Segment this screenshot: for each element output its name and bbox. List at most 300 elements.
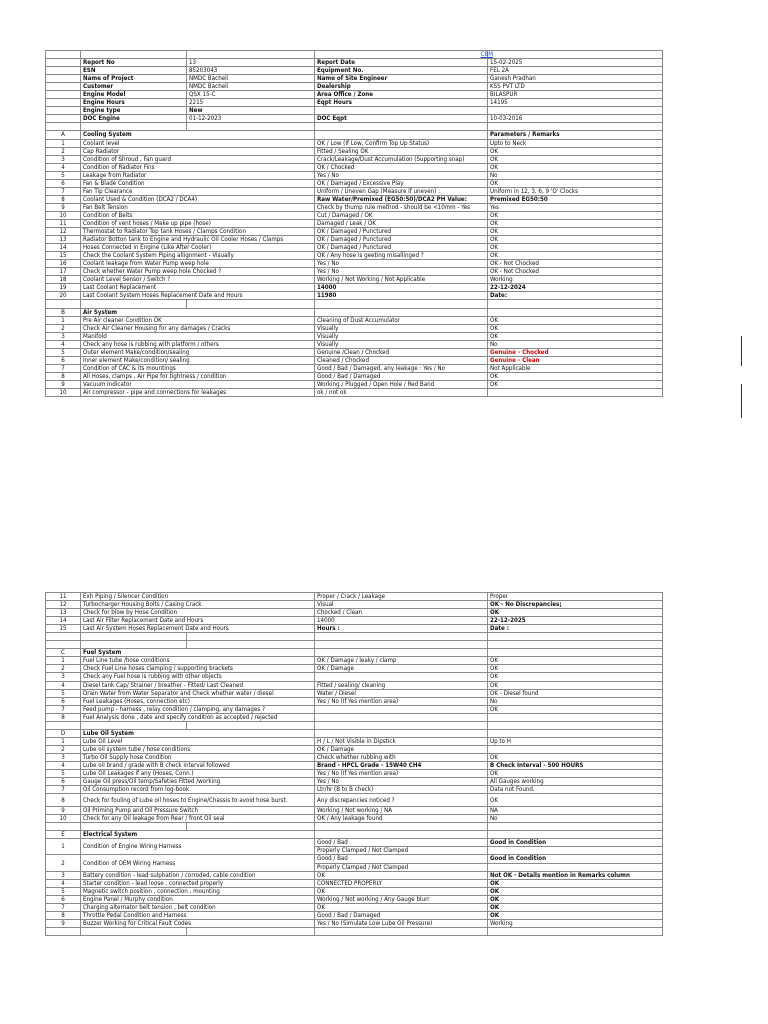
check-item: Last Air Filter Replacement Date and Hours — [81, 617, 315, 625]
cell — [81, 823, 187, 831]
header-label: Area Office / Zone — [315, 91, 488, 99]
row-number: 7 — [46, 187, 81, 195]
check-item: Check for fouling of Lube oil hoses to Engine/Chassis to avoid hose burst. — [81, 794, 315, 807]
criteria: Genuine /Clean / Chocked — [315, 348, 488, 356]
row-number: 6 — [46, 356, 81, 364]
check-item: Charging alternator belt tension , belt condition — [81, 903, 315, 911]
check-item: Oil Priming Pump and Oil Pressure Switch — [81, 807, 315, 815]
row-number: 5 — [46, 689, 81, 697]
remark: OK — [488, 380, 663, 388]
header-row — [46, 67, 663, 75]
remark: 22-12-2025 — [488, 617, 663, 625]
criteria: Good / Bad / Damaged — [315, 911, 488, 919]
remarks-header — [488, 308, 663, 316]
row-number: 9 — [46, 919, 81, 927]
remark: OK — [488, 219, 663, 227]
criteria: Working / Not working / NA — [315, 807, 488, 815]
scroll-marker-1 — [741, 336, 742, 366]
check-item: Turbocharger Housing Bolts / Casing Crack — [81, 601, 315, 609]
remarks-header — [488, 729, 663, 737]
table-row — [46, 753, 663, 761]
check-item: Check Air Cleaner Housing for any damages / Cracks — [81, 324, 315, 332]
criteria: Chocked / Clean — [315, 609, 488, 617]
cell — [315, 633, 488, 641]
remark: OK — [488, 372, 663, 380]
table-row — [46, 356, 663, 364]
cell — [488, 51, 663, 59]
row-number: 4 — [46, 761, 81, 769]
remark: B Check Interval - 500 HOURS — [488, 761, 663, 769]
header-value: 14195 — [488, 99, 663, 107]
cell — [46, 823, 81, 831]
check-item: Lube oil brand / grade with B check interval followed — [81, 761, 315, 769]
cell — [315, 649, 488, 657]
criteria: Good / Bad — [315, 855, 488, 863]
check-item: Cap Radiator — [81, 147, 315, 155]
criteria: Good / Bad / Damaged — [315, 372, 488, 380]
table-row — [46, 786, 663, 794]
table-row — [46, 380, 663, 388]
remark: Proper — [488, 593, 663, 601]
criteria: Hours : — [315, 625, 488, 633]
remark: OK — [488, 903, 663, 911]
table-row — [46, 919, 663, 927]
row-number: 18 — [46, 276, 81, 284]
table-row — [46, 761, 663, 769]
header-label: Equipment No. — [315, 67, 488, 75]
scroll-marker-2 — [741, 384, 742, 418]
row-number: 8 — [46, 372, 81, 380]
header-label: Engine Hours — [81, 99, 187, 107]
cell — [187, 641, 315, 649]
criteria: Check by thump rule method - should be <10mm - Yes — [315, 203, 488, 211]
table-row — [46, 911, 663, 919]
criteria: Damaged / Leak / OK — [315, 219, 488, 227]
cell — [488, 847, 663, 855]
criteria: Visually — [315, 324, 488, 332]
remark: OK - Diesel found — [488, 689, 663, 697]
check-item: Throttle Pedal Condition and Harness — [81, 911, 315, 919]
check-item: Buzzer Working for Critical Fault Codes — [81, 919, 315, 927]
criteria: Yes / No — [315, 171, 488, 179]
header-row — [46, 115, 663, 123]
row-number: 15 — [46, 252, 81, 260]
check-item: Check Fuel Line hoses clamping / supporting brackets — [81, 665, 315, 673]
row-number: 1 — [46, 139, 81, 147]
row-number: 11 — [46, 219, 81, 227]
row-number: 20 — [46, 292, 81, 300]
table-row — [46, 745, 663, 753]
criteria: Visual — [315, 601, 488, 609]
remark: Good in Condition — [488, 855, 663, 863]
cell — [488, 633, 663, 641]
blank-row — [46, 641, 663, 649]
remarks-header — [488, 649, 663, 657]
row-number: 13 — [46, 236, 81, 244]
header-label: Eqpt Hours — [315, 99, 488, 107]
remark: OK — [488, 770, 663, 778]
remark: OK — [488, 163, 663, 171]
row-number: 9 — [46, 380, 81, 388]
check-item: Fuel Leakages (Hoses, connection etc) — [81, 697, 315, 705]
table-row — [46, 252, 663, 260]
cell — [187, 721, 315, 729]
cell — [81, 123, 187, 131]
criteria: Yes / No (If Yes mention area) — [315, 697, 488, 705]
header-label: DOC Engine — [81, 115, 187, 123]
header-value: KSS PVT LTD — [488, 83, 663, 91]
header-row — [46, 99, 663, 107]
remark: OK — [488, 681, 663, 689]
row-number: 13 — [46, 609, 81, 617]
criteria: Cleaning of Dust Accumulator — [315, 316, 488, 324]
cell — [315, 300, 488, 308]
row-number: 10 — [46, 815, 81, 823]
table-row — [46, 332, 663, 340]
check-item: Check any hose is rubbing with platform / others — [81, 340, 315, 348]
check-item: Turbo Oil Supply hose Condition — [81, 753, 315, 761]
cell — [187, 300, 315, 308]
remark: Not OK - Details mention in Remarks column — [488, 871, 663, 879]
criteria: ok / not ok — [315, 388, 488, 396]
remark: Upto to Neck — [488, 139, 663, 147]
cell — [315, 927, 488, 935]
table-row — [46, 139, 663, 147]
remark: No — [488, 815, 663, 823]
cell — [46, 115, 81, 123]
header-value: 85203043 — [187, 67, 315, 75]
table-row — [46, 179, 663, 187]
criteria: Properly Clamped / Not Clamped — [315, 863, 488, 871]
check-item: Oil Consumption record from log-book — [81, 786, 315, 794]
table-row — [46, 770, 663, 778]
criteria: Working / Not working / Any Gauge blurr — [315, 895, 488, 903]
header-row — [46, 75, 663, 83]
title-row — [46, 51, 663, 59]
cell — [46, 75, 81, 83]
table-row — [46, 705, 663, 713]
remark: OK — [488, 228, 663, 236]
title-cell — [315, 51, 493, 59]
row-number: 2 — [46, 745, 81, 753]
table-row — [46, 689, 663, 697]
table-row — [46, 324, 663, 332]
table-row — [46, 260, 663, 268]
criteria: Yes / No — [315, 268, 488, 276]
row-number: 6 — [46, 697, 81, 705]
section-title: Lube Oil System — [81, 729, 315, 737]
cell — [46, 59, 81, 67]
cell — [81, 300, 187, 308]
cell — [187, 927, 315, 935]
remark: OK - Not Chocked — [488, 260, 663, 268]
header-value: BILASPUR — [488, 91, 663, 99]
table-row — [46, 879, 663, 887]
check-item: Condition of Belts — [81, 211, 315, 219]
criteria: OK — [315, 887, 488, 895]
criteria: OK / Damaged / Punctured — [315, 236, 488, 244]
criteria: Check whether rubbing with — [315, 753, 488, 761]
criteria: Fitted / Sealing OK — [315, 147, 488, 155]
check-item: Last Coolant System Hoses Replacement Date and Hours — [81, 292, 315, 300]
cell — [46, 99, 81, 107]
row-number: 10 — [46, 388, 81, 396]
table-row — [46, 657, 663, 665]
table-row — [46, 855, 663, 863]
criteria: Yes / No — [315, 260, 488, 268]
table-row — [46, 348, 663, 356]
check-item: Coolant level — [81, 139, 315, 147]
table-row — [46, 163, 663, 171]
remark: OK — [488, 316, 663, 324]
remark: OK — [488, 657, 663, 665]
check-item: Vacuum Indicator — [81, 380, 315, 388]
criteria: OK / Damage — [315, 745, 488, 753]
section-header-row — [46, 831, 663, 839]
check-item: Starter condition - lead loose , connected properly — [81, 879, 315, 887]
remark: OK — [488, 895, 663, 903]
criteria: Good / Bad / Damaged, any leakage : Yes / No — [315, 364, 488, 372]
table-row — [46, 340, 663, 348]
criteria: Working / Plugged / Open Hole / Red Band — [315, 380, 488, 388]
section-letter: C — [46, 649, 81, 657]
row-number: 15 — [46, 625, 81, 633]
remark: OK — [488, 665, 663, 673]
check-item: Thermostat to Radiator Top tank Hoses / Clamps Condition — [81, 228, 315, 236]
header-label: ESN — [81, 67, 187, 75]
table-row — [46, 625, 663, 633]
cell — [46, 721, 81, 729]
check-item: Check for blow by Hose Condition — [81, 609, 315, 617]
criteria — [315, 673, 488, 681]
table-row — [46, 673, 663, 681]
blank-row — [46, 300, 663, 308]
report-title-link[interactable]: CBM — [480, 51, 493, 59]
table-row — [46, 617, 663, 625]
table-row — [46, 895, 663, 903]
cell — [187, 123, 315, 131]
criteria: H / L / Not Visible in Dipstick — [315, 737, 488, 745]
check-item: Check any Fuel hose is rubbing with other objects — [81, 673, 315, 681]
table-row — [46, 697, 663, 705]
remark: Not Applicable — [488, 364, 663, 372]
check-item: Hoses Connected in Engine (Like After Cooler) — [81, 244, 315, 252]
criteria: OK / Any leakage found — [315, 815, 488, 823]
table-row — [46, 268, 663, 276]
cell — [46, 927, 81, 935]
row-number: 2 — [46, 324, 81, 332]
remarks-header — [488, 831, 663, 839]
check-item: Lube Oil Leakages if any (Hoses, Conn.) — [81, 770, 315, 778]
check-item: Condition of CAC & its mountings — [81, 364, 315, 372]
criteria: OK / Chocked — [315, 163, 488, 171]
check-item: Battery condition - lead sulphation / corroded, cable condition — [81, 871, 315, 879]
criteria: Yes / No — [315, 778, 488, 786]
table-row — [46, 195, 663, 203]
header-value: 10-03-2016 — [488, 115, 663, 123]
table-row — [46, 737, 663, 745]
cell — [187, 51, 315, 59]
remark: OK — [488, 244, 663, 252]
row-number: 2 — [46, 855, 81, 871]
remark: OK — [488, 705, 663, 713]
criteria: 14000 — [315, 284, 488, 292]
table-row — [46, 244, 663, 252]
check-item: Magnetic switch position , connection , mounting — [81, 887, 315, 895]
row-number: 8 — [46, 794, 81, 807]
criteria: OK / Damaged / Excessive Play — [315, 179, 488, 187]
remark: Up to H — [488, 737, 663, 745]
row-number: 3 — [46, 753, 81, 761]
check-item: Pre Air cleaner Condition OK — [81, 316, 315, 324]
table-row — [46, 203, 663, 211]
remark — [488, 388, 663, 396]
table-row — [46, 807, 663, 815]
cell — [46, 633, 81, 641]
blank-row — [46, 123, 663, 131]
cell — [488, 863, 663, 871]
table-row — [46, 778, 663, 786]
criteria: Any discrepancies noticed ? — [315, 794, 488, 807]
row-number: 5 — [46, 348, 81, 356]
section-header-row — [46, 649, 663, 657]
remark: NA — [488, 807, 663, 815]
check-item: Coolant Used & Condition (DCA2 / DCA4) — [81, 195, 315, 203]
blank-row — [46, 633, 663, 641]
cell — [81, 927, 187, 935]
cell — [46, 51, 81, 59]
check-item: Coolant leakage from Water Pump weep hole — [81, 260, 315, 268]
criteria — [315, 713, 488, 721]
table-row — [46, 364, 663, 372]
blank-row — [46, 927, 663, 935]
check-item: Condition of Engine Wiring Harness — [81, 839, 315, 855]
header-label: Engine type — [81, 107, 187, 115]
header-value: Ganesh Pradhan — [488, 75, 663, 83]
row-number: 7 — [46, 786, 81, 794]
check-item: Condition of OEM Wiring Harness — [81, 855, 315, 871]
row-number: 17 — [46, 268, 81, 276]
criteria: 14000 — [315, 617, 488, 625]
cell — [488, 823, 663, 831]
row-number: 1 — [46, 657, 81, 665]
row-number: 3 — [46, 673, 81, 681]
criteria: OK / Damaged / Punctured — [315, 228, 488, 236]
row-number: 12 — [46, 228, 81, 236]
remark: No — [488, 171, 663, 179]
check-item: Engine Panel / Murphy condition — [81, 895, 315, 903]
check-item: Gauge Oil press/Oil temp/Safeties Fitted /working — [81, 778, 315, 786]
table-row — [46, 903, 663, 911]
table-row — [46, 147, 663, 155]
check-item: Last Coolant Replacement — [81, 284, 315, 292]
header-label: DOC Eqpt — [315, 115, 488, 123]
cell — [187, 633, 315, 641]
cell — [46, 83, 81, 91]
row-number: 5 — [46, 887, 81, 895]
table-row — [46, 839, 663, 847]
cell — [315, 823, 488, 831]
row-number: 4 — [46, 879, 81, 887]
blank-row — [46, 823, 663, 831]
check-item: Coolant Level Sensor / Switch ? — [81, 276, 315, 284]
criteria: OK / Damaged / Punctured — [315, 244, 488, 252]
row-number: 8 — [46, 713, 81, 721]
remark: 22-12-2024 — [488, 284, 663, 292]
row-number: 7 — [46, 903, 81, 911]
remark: OK — [488, 332, 663, 340]
check-item: Manifold — [81, 332, 315, 340]
cell — [46, 107, 81, 115]
check-item: Fan & Blade Condition — [81, 179, 315, 187]
row-number: 4 — [46, 340, 81, 348]
cell — [81, 633, 187, 641]
criteria: Visually — [315, 340, 488, 348]
header-value: 13 — [187, 59, 315, 67]
cell — [187, 823, 315, 831]
criteria: Yes / No (Simulate Low Lube Oil Pressure) — [315, 919, 488, 927]
remark: No — [488, 697, 663, 705]
cell — [46, 91, 81, 99]
section-letter: A — [46, 131, 81, 139]
row-number: 11 — [46, 593, 81, 601]
section-header-row — [46, 308, 663, 316]
criteria: Proper / Crack / Leakage — [315, 593, 488, 601]
header-value — [488, 107, 663, 115]
row-number: 6 — [46, 179, 81, 187]
table-row — [46, 316, 663, 324]
remark — [488, 745, 663, 753]
criteria: Properly Clamped / Not Clamped — [315, 847, 488, 855]
cell — [315, 729, 488, 737]
table-row — [46, 609, 663, 617]
cell — [488, 123, 663, 131]
section-header-row — [46, 131, 663, 139]
cell — [46, 641, 81, 649]
remark: OK — [488, 673, 663, 681]
check-item: Condition of Radiator Fins — [81, 163, 315, 171]
check-item: Inner element Make/condition/ sealing — [81, 356, 315, 364]
remark: Uniform in 12, 3, 6, 9 'O' Clocks — [488, 187, 663, 195]
check-item: Outer element Make/condition/sealing — [81, 348, 315, 356]
check-item: Check whether Water Pump weep hole Chocked ? — [81, 268, 315, 276]
row-number: 14 — [46, 244, 81, 252]
remark: Date : — [488, 625, 663, 633]
row-number: 7 — [46, 364, 81, 372]
criteria: CONNECTED PROPERLY — [315, 879, 488, 887]
table-row — [46, 228, 663, 236]
check-item: Check for any Oil leakage from Rear / front Oil seal — [81, 815, 315, 823]
row-number: 10 — [46, 211, 81, 219]
row-number: 1 — [46, 839, 81, 855]
cell — [81, 641, 187, 649]
header-row — [46, 91, 663, 99]
table-row — [46, 292, 663, 300]
row-number: 2 — [46, 147, 81, 155]
criteria: OK / Any hose is geeting misallinged ? — [315, 252, 488, 260]
cell — [315, 721, 488, 729]
row-number: 3 — [46, 332, 81, 340]
criteria: OK / Low (If Low, Confirm Top Up Status) — [315, 139, 488, 147]
table-row — [46, 236, 663, 244]
remark: OK — [488, 236, 663, 244]
table-row — [46, 219, 663, 227]
check-item: Leakage from Radiator — [81, 171, 315, 179]
table-row — [46, 887, 663, 895]
remark: OK — [488, 324, 663, 332]
criteria: Fitted / sealing/ cleaning — [315, 681, 488, 689]
section-letter: E — [46, 831, 81, 839]
